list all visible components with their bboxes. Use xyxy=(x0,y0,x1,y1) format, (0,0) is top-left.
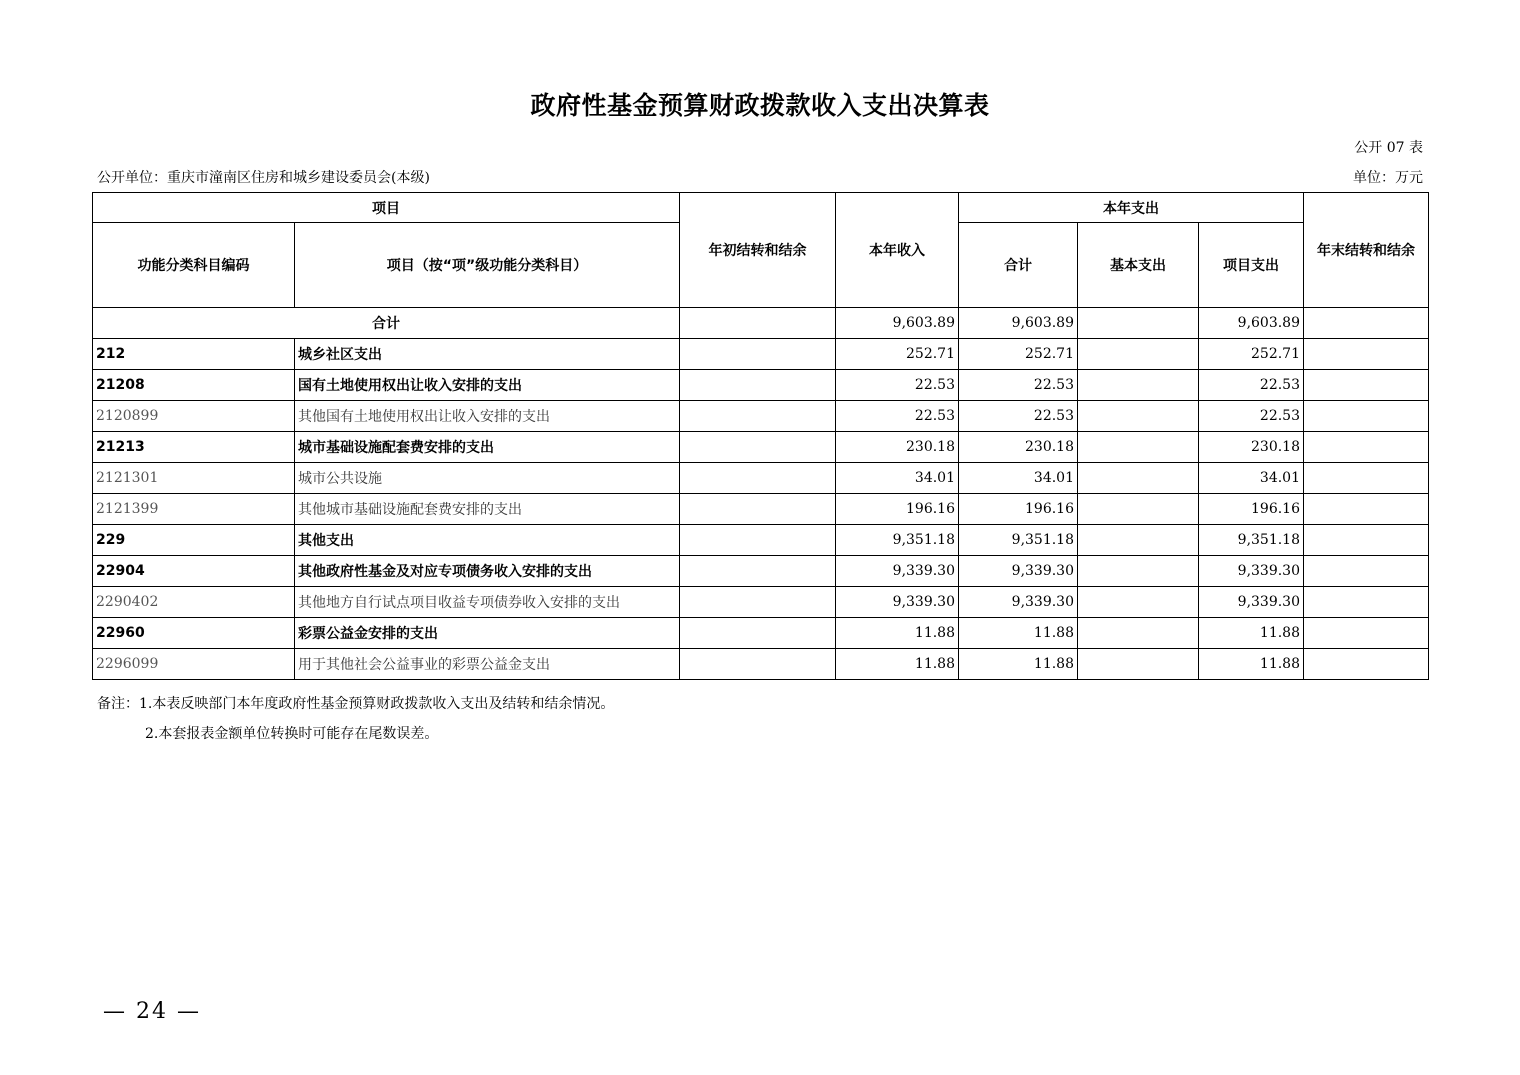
row-name: 其他政府性基金及对应专项债务收入安排的支出 xyxy=(295,556,680,587)
row-code: 22960 xyxy=(93,618,295,649)
row-end xyxy=(1304,494,1429,525)
row-total: 196.16 xyxy=(959,494,1078,525)
header-begin-balance: 年初结转和结余 xyxy=(680,193,836,308)
row-begin xyxy=(680,401,836,432)
header-income: 本年收入 xyxy=(836,193,959,308)
row-basic xyxy=(1078,556,1199,587)
row-income: 9,351.18 xyxy=(836,525,959,556)
header-project: 项目 xyxy=(93,193,680,223)
row-end xyxy=(1304,649,1429,680)
page-number: — 24 — xyxy=(103,999,201,1024)
row-project: 230.18 xyxy=(1199,432,1304,463)
row-total: 34.01 xyxy=(959,463,1078,494)
row-begin xyxy=(680,587,836,618)
row-income: 11.88 xyxy=(836,618,959,649)
row-project: 11.88 xyxy=(1199,618,1304,649)
row-basic xyxy=(1078,587,1199,618)
header-basic-expense: 基本支出 xyxy=(1078,223,1199,308)
row-basic xyxy=(1078,370,1199,401)
unit-info-row xyxy=(97,167,1423,187)
row-basic xyxy=(1078,463,1199,494)
row-income: 230.18 xyxy=(836,432,959,463)
table-row xyxy=(93,525,1429,556)
total-begin xyxy=(680,308,836,339)
table-row xyxy=(93,463,1429,494)
header-expense-group: 本年支出 xyxy=(959,193,1304,223)
row-project: 252.71 xyxy=(1199,339,1304,370)
row-project: 9,339.30 xyxy=(1199,556,1304,587)
row-basic xyxy=(1078,525,1199,556)
row-end xyxy=(1304,401,1429,432)
row-income: 9,339.30 xyxy=(836,556,959,587)
row-name: 城市公共设施 xyxy=(295,463,680,494)
row-code: 21213 xyxy=(93,432,295,463)
row-income: 11.88 xyxy=(836,649,959,680)
table-row xyxy=(93,649,1429,680)
row-begin xyxy=(680,618,836,649)
table-row xyxy=(93,556,1429,587)
row-total: 252.71 xyxy=(959,339,1078,370)
row-code: 212 xyxy=(93,339,295,370)
row-project: 196.16 xyxy=(1199,494,1304,525)
row-total: 9,339.30 xyxy=(959,587,1078,618)
total-end xyxy=(1304,308,1429,339)
table-row xyxy=(93,370,1429,401)
total-project: 9,603.89 xyxy=(1199,308,1304,339)
row-basic xyxy=(1078,432,1199,463)
row-code: 2121301 xyxy=(93,463,295,494)
form-number: 公开 07 表 xyxy=(1354,140,1423,156)
row-end xyxy=(1304,432,1429,463)
row-basic xyxy=(1078,618,1199,649)
header-expense-total: 合计 xyxy=(959,223,1078,308)
row-total: 22.53 xyxy=(959,401,1078,432)
row-code: 22904 xyxy=(93,556,295,587)
row-total: 11.88 xyxy=(959,649,1078,680)
header-end-balance: 年末结转和结余 xyxy=(1304,193,1429,308)
total-expense: 9,603.89 xyxy=(959,308,1078,339)
row-end xyxy=(1304,370,1429,401)
row-name: 其他城市基础设施配套费安排的支出 xyxy=(295,494,680,525)
note-line-2: 2.本套报表金额单位转换时可能存在尾数误差。 xyxy=(145,726,439,742)
row-name: 国有土地使用权出让收入安排的支出 xyxy=(295,370,680,401)
table-row xyxy=(93,494,1429,525)
row-name: 其他国有土地使用权出让收入安排的支出 xyxy=(295,401,680,432)
row-begin xyxy=(680,463,836,494)
row-income: 22.53 xyxy=(836,401,959,432)
row-begin xyxy=(680,370,836,401)
row-project: 34.01 xyxy=(1199,463,1304,494)
row-total: 11.88 xyxy=(959,618,1078,649)
row-code: 2296099 xyxy=(93,649,295,680)
row-end xyxy=(1304,587,1429,618)
row-name: 城乡社区支出 xyxy=(295,339,680,370)
row-begin xyxy=(680,339,836,370)
row-name: 其他地方自行试点项目收益专项债券收入安排的支出 xyxy=(295,587,680,618)
row-code: 2121399 xyxy=(93,494,295,525)
header-project-expense: 项目支出 xyxy=(1199,223,1304,308)
row-end xyxy=(1304,339,1429,370)
header-func-code: 功能分类科目编码 xyxy=(93,223,295,308)
row-project: 11.88 xyxy=(1199,649,1304,680)
row-code: 21208 xyxy=(93,370,295,401)
row-end xyxy=(1304,463,1429,494)
header-func-name: 项目（按“项”级功能分类科目） xyxy=(295,223,680,308)
row-end xyxy=(1304,618,1429,649)
row-begin xyxy=(680,432,836,463)
total-label: 合计 xyxy=(93,308,680,339)
table-row xyxy=(93,401,1429,432)
row-code: 2120899 xyxy=(93,401,295,432)
page-title: 政府性基金预算财政拨款收入支出决算表 xyxy=(530,91,990,120)
currency-unit: 单位：万元 xyxy=(1353,170,1423,186)
row-total: 230.18 xyxy=(959,432,1078,463)
row-income: 34.01 xyxy=(836,463,959,494)
row-name: 用于其他社会公益事业的彩票公益金支出 xyxy=(295,649,680,680)
table-row xyxy=(93,339,1429,370)
table-row xyxy=(93,587,1429,618)
row-name: 彩票公益金安排的支出 xyxy=(295,618,680,649)
row-basic xyxy=(1078,401,1199,432)
total-income: 9,603.89 xyxy=(836,308,959,339)
note-line-1: 备注：1.本表反映部门本年度政府性基金预算财政拨款收入支出及结转和结余情况。 xyxy=(97,696,615,712)
row-basic xyxy=(1078,339,1199,370)
fund-budget-table xyxy=(92,192,1429,680)
row-income: 252.71 xyxy=(836,339,959,370)
row-name: 其他支出 xyxy=(295,525,680,556)
row-project: 9,339.30 xyxy=(1199,587,1304,618)
row-begin xyxy=(680,494,836,525)
row-income: 196.16 xyxy=(836,494,959,525)
row-project: 22.53 xyxy=(1199,401,1304,432)
row-code: 2290402 xyxy=(93,587,295,618)
row-project: 22.53 xyxy=(1199,370,1304,401)
row-code: 229 xyxy=(93,525,295,556)
total-basic xyxy=(1078,308,1199,339)
row-end xyxy=(1304,525,1429,556)
row-end xyxy=(1304,556,1429,587)
row-total: 22.53 xyxy=(959,370,1078,401)
notes xyxy=(97,689,614,749)
total-row xyxy=(93,308,1429,339)
row-name: 城市基础设施配套费安排的支出 xyxy=(295,432,680,463)
row-basic xyxy=(1078,649,1199,680)
reporting-unit: 公开单位：重庆市潼南区住房和城乡建设委员会(本级) xyxy=(97,170,430,186)
row-income: 9,339.30 xyxy=(836,587,959,618)
row-basic xyxy=(1078,494,1199,525)
row-begin xyxy=(680,556,836,587)
row-total: 9,339.30 xyxy=(959,556,1078,587)
table-row xyxy=(93,432,1429,463)
row-begin xyxy=(680,649,836,680)
table-row xyxy=(93,618,1429,649)
row-begin xyxy=(680,525,836,556)
row-total: 9,351.18 xyxy=(959,525,1078,556)
row-income: 22.53 xyxy=(836,370,959,401)
row-project: 9,351.18 xyxy=(1199,525,1304,556)
